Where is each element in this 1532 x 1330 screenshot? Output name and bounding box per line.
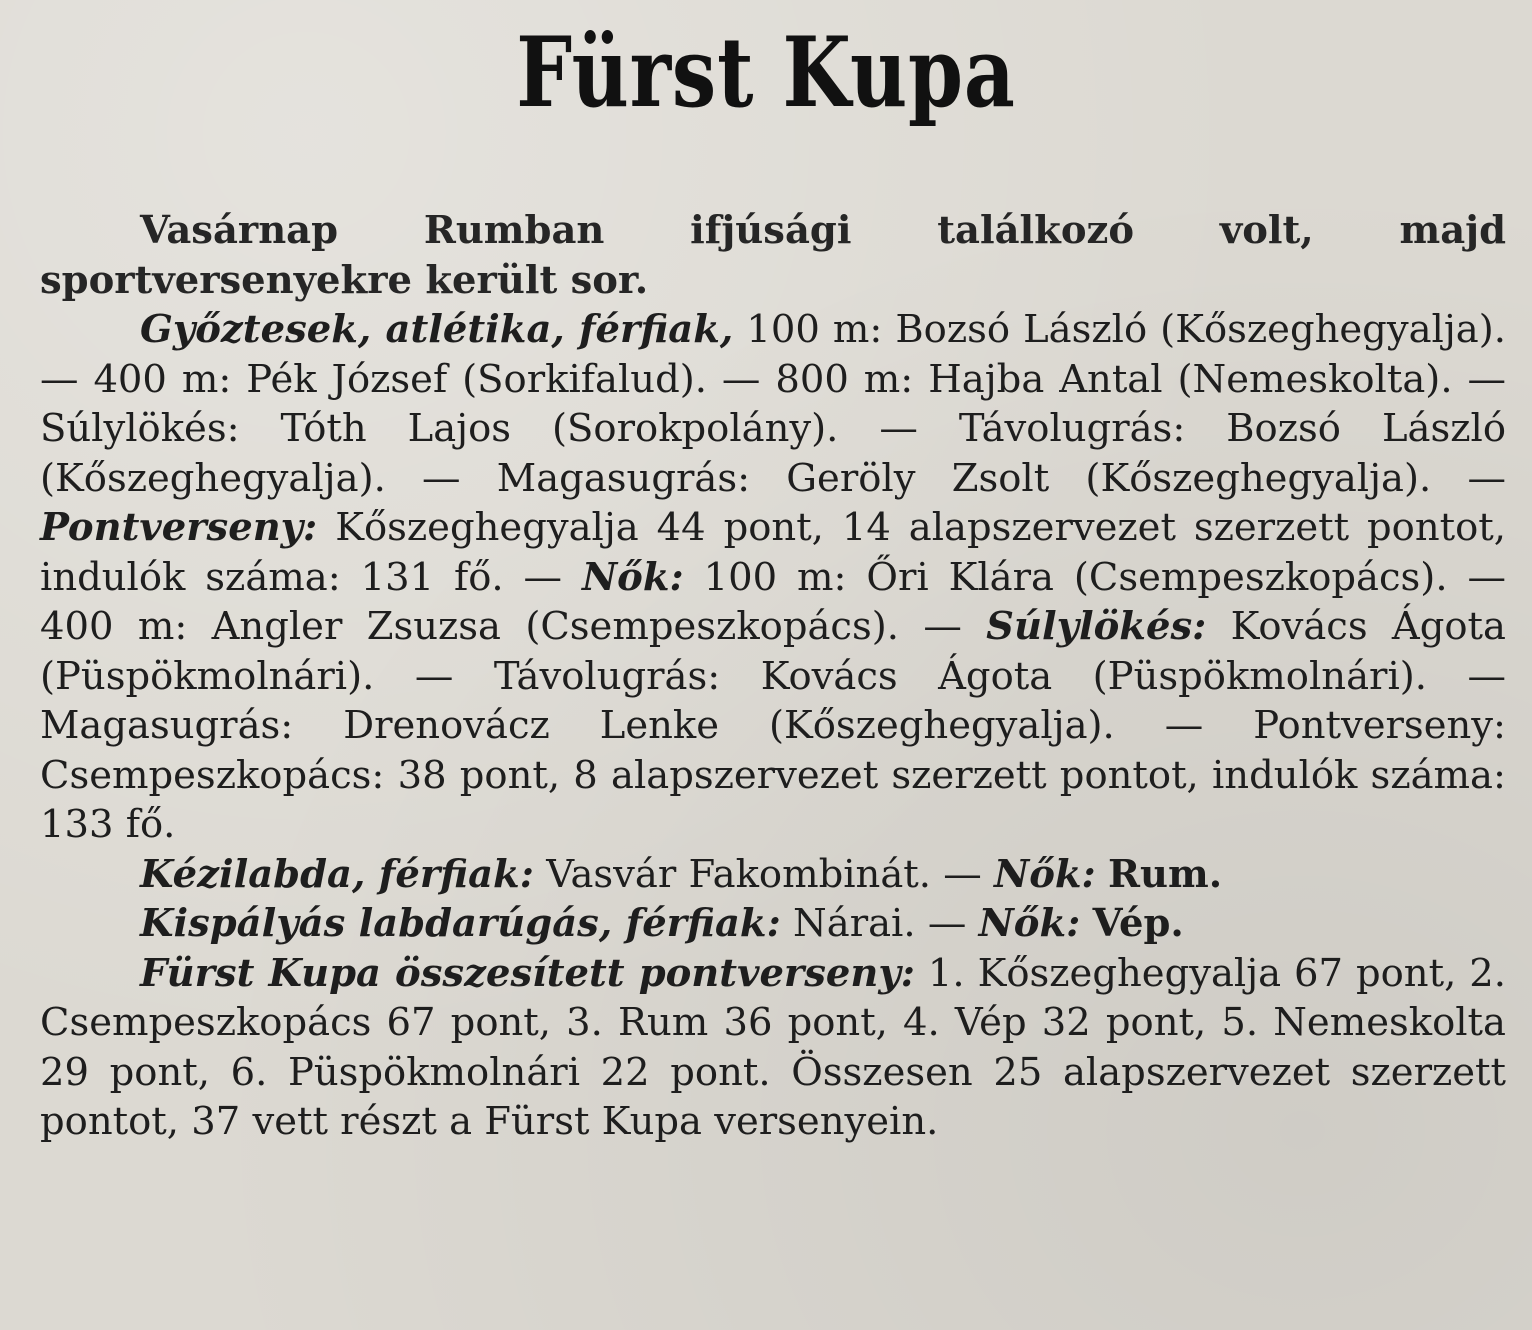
overall-label: Fürst Kupa összesített pontverseny: [140,950,915,996]
overall-paragraph [40,949,1506,1147]
men-team-result: Kőszeghegyalja 44 pont, 14 alapszervezet szerzett pontot, indulók száma: 131 fő. — [40,505,1506,600]
handball-label: Kézilabda, férfiak: [140,851,534,897]
athletics-paragraph [40,305,1506,850]
lead-text: Vasárnap Rumban ifjúsági találkozó volt, majd sportversenyekre került sor. [40,208,1506,303]
handball-paragraph [40,850,1506,900]
overall-text: 1. Kőszeghegyalja 67 pont, 2. Csempeszkopács 67 pont, 3. Rum 36 pont, 4. Vép 32 pont, 5. Nemeskolta 29 pont, 6. Püspökmolnári 22 pont. Összesen 25 alapszervezet szerzett pontot, 37 vett részt a Fürst Kupa versenyein. [40,950,1506,1144]
football-label: Kispályás labdarúgás, férfiak: [140,901,781,946]
handball-men: Vasvár Fakombinát. — [546,851,982,897]
football-men: Nárai. — [793,901,967,946]
women-results-1: 100 m: Őri Klára (Csempeszkopács). — 400 m: Angler Zsuzsa (Csempeszkopács). — [40,554,1506,649]
athletics-heading: Győztesek, atlétika, férfiak, [140,307,734,352]
men-team-label: Pontverseny: [40,505,318,550]
men-results: 100 m: Bozsó László (Kőszeghegyalja). — 400 m: Pék József (Sorkifalud). — 800 m: Hajba Antal (Nemeskolta). — Súlylökés: Tóth Lajos (Sorokpolány). — Távolugrás: Bozsó László (Kőszeghegyalja). — Magasugrás: Geröly Zsolt (Kőszeghegyalja). — [40,307,1506,501]
article-body [40,206,1506,1147]
handball-women: Rum. [1108,851,1223,897]
football-paragraph [40,899,1506,949]
handball-women-label: Nők: [994,851,1096,897]
football-women: Vép. [1092,901,1184,946]
football-women-label: Nők: [978,901,1081,946]
women-results-2: Kovács Ágota (Püspökmolnári). — Távolugrás: Kovács Ágota (Püspökmolnári). — Magasugrás: Drenovácz Lenke (Kőszeghegyalja). — Pontverseny: Csempeszkopács: 38 pont, 8 alapszervezet szerzett pontot, indulók száma: 133 fő. [40,604,1506,847]
women-label: Nők: [581,554,684,600]
women-shot-label: Súlylökés: [986,604,1207,649]
headline: Fürst Kupa [516,16,1016,129]
lead-paragraph [40,206,1506,305]
